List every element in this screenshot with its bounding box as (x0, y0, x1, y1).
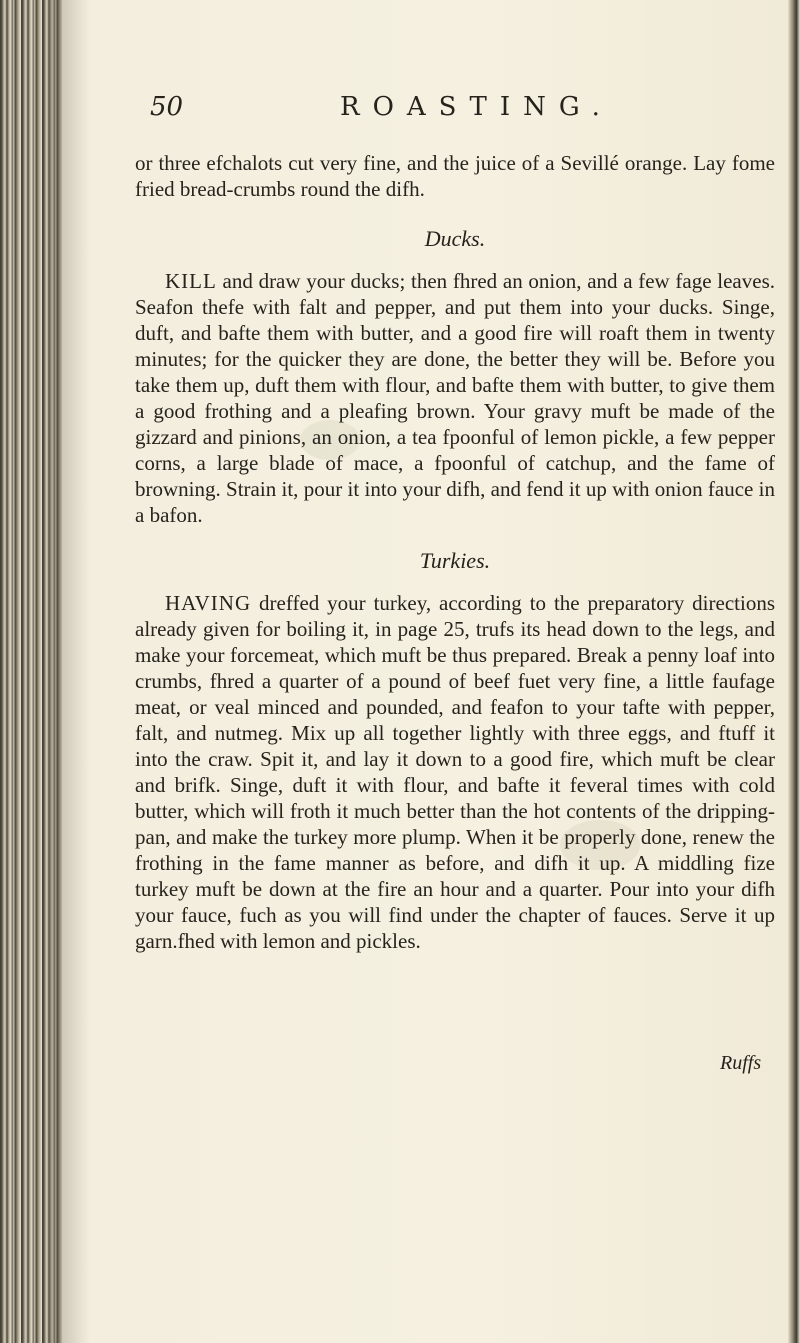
paragraph-body: and draw your ducks; then fhred an onion, and a few fage leaves. Seafon thefe with falt and pepper, and put them into your ducks. Singe, duft, and bafte them with butter, and a good fire will roaft them in twenty minutes; for the quicker they are done, the better they will be. Before you take them up, duft them with flour, and bafte them with butter, to give them a good frothing and a pleafing brown. Your gravy muft be made of the gizzard and pinions, an onion, a tea fpoonful of lemon pickle, a few pepper corns, a large blade of mace, a fpoonful of catchup, and the fame of browning. Strain it, pour it into your difh, and fend it up with onion fauce in a bafon. (135, 269, 775, 527)
page-header (135, 92, 735, 132)
paragraph-turkies (135, 590, 775, 954)
body-text (135, 150, 775, 954)
paragraph-body: dreffed your turkey, according to the preparatory directions already given for boiling it, in page 25, trufs its head down to the legs, and make your forcemeat, which muft be thus prepared. Break a penny loaf into crumbs, fhred a quarter of a pound of beef fuet very fine, a little faufage meat, or veal minced and pounded, and feafon to your tafte with pepper, falt, and nutmeg. Mix up all together lightly with three eggs, and ftuff it into the craw. Spit it, and lay it down to a good fire, which muft be clear and brifk. Singe, duft it with flour, and bafte it feveral times with cold butter, which will froth it much better than the hot contents of the dripping-pan, and make the turkey more plump. When it be properly done, renew the frothing in the fame manner as before, and difh it up. A middling fize turkey muft be down at the fire an hour and a quarter. Pour into your difh your fauce, fuch as you will find under the chapter of fauces. Serve it up garn.fhed with lemon and pickles. (135, 591, 775, 953)
lead-word: KILL (165, 269, 217, 293)
lead-word: HAVING (165, 591, 252, 615)
gutter-shadow (50, 0, 90, 1343)
catchword: Ruffs (720, 1052, 762, 1074)
section-heading-ducks: Ducks. (424, 226, 486, 251)
page-right-edge (788, 0, 800, 1343)
running-head: ROASTING. (340, 92, 613, 122)
section-heading-turkies: Turkies. (419, 548, 491, 573)
page-number: 50 (150, 92, 184, 122)
paragraph-ducks (135, 268, 775, 528)
intro-paragraph: or three efchalots cut very fine, and the juice of a Sevillé orange. Lay fome fried bread-crumbs round the difh. (135, 151, 775, 201)
